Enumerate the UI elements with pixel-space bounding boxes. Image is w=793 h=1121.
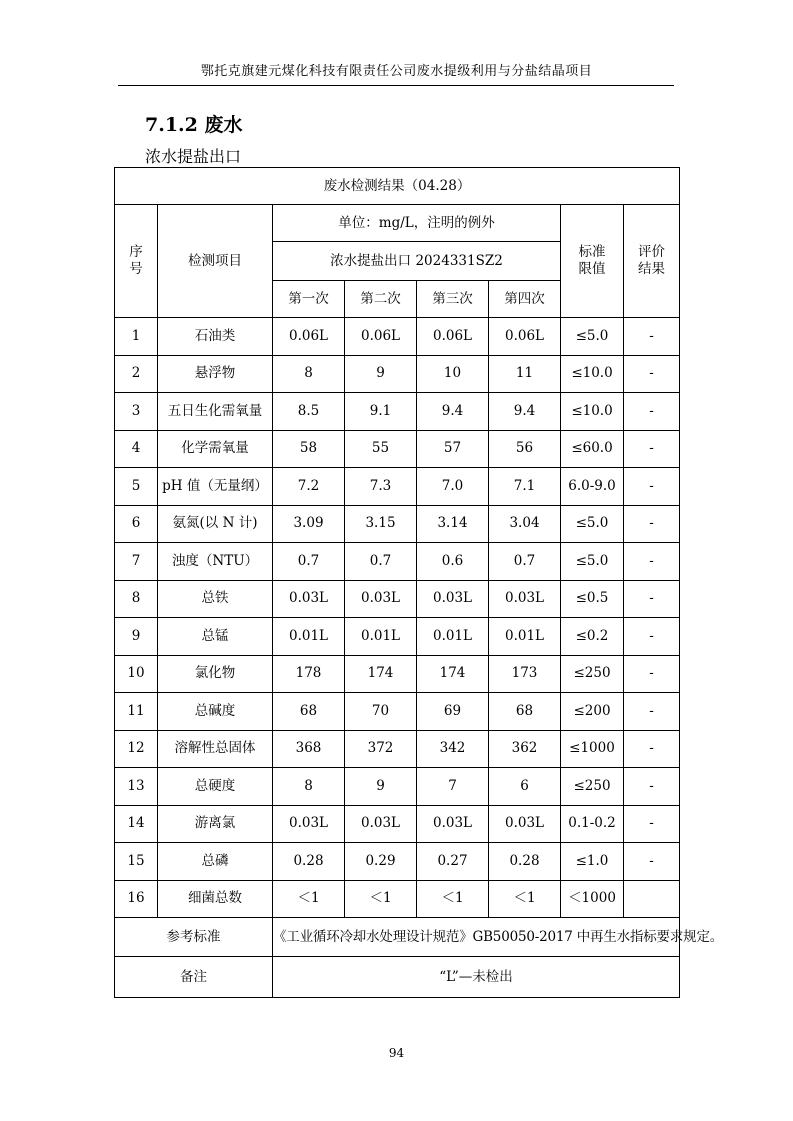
row-value-run-4: 0.01L [489, 618, 561, 656]
row-value-run-1: 68 [273, 693, 345, 731]
row-limit: ≤250 [561, 655, 624, 693]
row-value-run-4: 0.03L [489, 580, 561, 618]
row-value-run-1: 0.03L [273, 805, 345, 843]
row-value-run-4: 68 [489, 693, 561, 731]
row-value-run-4: 56 [489, 430, 561, 468]
row-value-run-1: 8 [273, 768, 345, 806]
row-limit: ＜1000 [561, 880, 624, 918]
row-number: 5 [115, 468, 158, 506]
row-limit: ≤5.0 [561, 543, 624, 581]
row-value-run-4: 0.06L [489, 318, 561, 356]
col-header-run-4: 第四次 [489, 281, 561, 318]
section-heading: 7.1.2 废水 [145, 114, 243, 136]
row-value-run-2: 9 [345, 355, 417, 393]
row-number: 15 [115, 843, 158, 881]
row-item: 细菌总数 [158, 880, 273, 918]
row-value-run-2: 70 [345, 693, 417, 731]
row-number: 2 [115, 355, 158, 393]
table-row [115, 843, 680, 881]
col-header-seq: 序 号 [115, 205, 158, 318]
table-title: 废水检测结果（04.28） [115, 168, 680, 205]
row-number: 16 [115, 880, 158, 918]
table-row [115, 880, 680, 918]
row-limit: ≤5.0 [561, 505, 624, 543]
row-value-run-3: 0.06L [417, 318, 489, 356]
row-value-run-3: 0.6 [417, 543, 489, 581]
sample-label: 浓水提盐出口 2024331SZ2 [273, 242, 561, 281]
row-value-run-3: 57 [417, 430, 489, 468]
row-item: 总铁 [158, 580, 273, 618]
row-eval: - [624, 505, 680, 543]
row-value-run-4: 6 [489, 768, 561, 806]
row-limit: 0.1-0.2 [561, 805, 624, 843]
row-item: 总锰 [158, 618, 273, 656]
row-value-run-4: 3.04 [489, 505, 561, 543]
row-eval: - [624, 693, 680, 731]
row-value-run-2: 7.3 [345, 468, 417, 506]
col-header-limit: 标准 限值 [561, 205, 624, 318]
row-item: 总硬度 [158, 768, 273, 806]
reference-label: 参考标准 [115, 918, 273, 957]
row-value-run-4: 11 [489, 355, 561, 393]
row-eval [624, 880, 680, 918]
row-value-run-4: 9.4 [489, 393, 561, 431]
row-number: 13 [115, 768, 158, 806]
row-value-run-4: 173 [489, 655, 561, 693]
row-item: 氯化物 [158, 655, 273, 693]
row-value-run-3: 9.4 [417, 393, 489, 431]
row-value-run-1: 0.06L [273, 318, 345, 356]
table-row [115, 805, 680, 843]
row-value-run-3: 10 [417, 355, 489, 393]
row-eval: - [624, 843, 680, 881]
row-eval: - [624, 468, 680, 506]
table-row [115, 318, 680, 356]
row-eval: - [624, 618, 680, 656]
table-row [115, 543, 680, 581]
unit-note: 单位：mg/L，注明的例外 [273, 205, 561, 242]
row-limit: ≤250 [561, 768, 624, 806]
table-row [115, 618, 680, 656]
row-value-run-2: 3.15 [345, 505, 417, 543]
row-value-run-1: 8.5 [273, 393, 345, 431]
row-limit: ≤0.5 [561, 580, 624, 618]
row-value-run-2: 0.01L [345, 618, 417, 656]
table-row [115, 655, 680, 693]
row-value-run-3: ＜1 [417, 880, 489, 918]
row-number: 11 [115, 693, 158, 731]
row-value-run-2: 174 [345, 655, 417, 693]
wastewater-results-table [114, 167, 724, 998]
col-header-item: 检测项目 [158, 205, 273, 318]
row-item: 总磷 [158, 843, 273, 881]
row-value-run-2: 0.06L [345, 318, 417, 356]
col-header-eval: 评价 结果 [624, 205, 680, 318]
row-value-run-2: 0.29 [345, 843, 417, 881]
row-value-run-3: 7.0 [417, 468, 489, 506]
row-value-run-4: 362 [489, 730, 561, 768]
row-value-run-4: 0.28 [489, 843, 561, 881]
row-value-run-1: 368 [273, 730, 345, 768]
col-header-run-1: 第一次 [273, 281, 345, 318]
table-row [115, 393, 680, 431]
row-eval: - [624, 393, 680, 431]
row-value-run-4: 0.03L [489, 805, 561, 843]
row-number: 12 [115, 730, 158, 768]
table-row [115, 730, 680, 768]
row-item: 游离氯 [158, 805, 273, 843]
row-eval: - [624, 655, 680, 693]
row-limit: ≤60.0 [561, 430, 624, 468]
row-limit: ≤1.0 [561, 843, 624, 881]
col-header-run-2: 第二次 [345, 281, 417, 318]
note-label: 备注 [115, 957, 273, 998]
row-number: 9 [115, 618, 158, 656]
row-number: 8 [115, 580, 158, 618]
row-value-run-3: 69 [417, 693, 489, 731]
table-row [115, 693, 680, 731]
row-value-run-2: 372 [345, 730, 417, 768]
row-eval: - [624, 543, 680, 581]
table-row [115, 430, 680, 468]
row-limit: ≤1000 [561, 730, 624, 768]
row-value-run-1: 8 [273, 355, 345, 393]
row-number: 4 [115, 430, 158, 468]
row-limit: 6.0-9.0 [561, 468, 624, 506]
table-row [115, 768, 680, 806]
row-value-run-1: ＜1 [273, 880, 345, 918]
row-value-run-2: 0.7 [345, 543, 417, 581]
row-value-run-2: 55 [345, 430, 417, 468]
row-value-run-3: 174 [417, 655, 489, 693]
row-limit: ≤200 [561, 693, 624, 731]
row-limit: ≤10.0 [561, 393, 624, 431]
table-row [115, 580, 680, 618]
row-limit: ≤5.0 [561, 318, 624, 356]
row-value-run-2: 0.03L [345, 805, 417, 843]
row-eval: - [624, 768, 680, 806]
row-item: pH 值（无量纲） [158, 468, 273, 506]
row-value-run-1: 0.28 [273, 843, 345, 881]
row-value-run-2: ＜1 [345, 880, 417, 918]
row-eval: - [624, 730, 680, 768]
row-limit: ≤0.2 [561, 618, 624, 656]
row-value-run-2: 0.03L [345, 580, 417, 618]
row-number: 6 [115, 505, 158, 543]
row-item: 溶解性总固体 [158, 730, 273, 768]
row-eval: - [624, 318, 680, 356]
row-value-run-1: 178 [273, 655, 345, 693]
row-value-run-3: 342 [417, 730, 489, 768]
row-number: 7 [115, 543, 158, 581]
page-header: 鄂托克旗建元煤化科技有限责任公司废水提级利用与分盐结晶项目 [200, 64, 593, 79]
row-value-run-3: 0.03L [417, 580, 489, 618]
row-value-run-1: 0.01L [273, 618, 345, 656]
row-item: 化学需氧量 [158, 430, 273, 468]
row-eval: - [624, 430, 680, 468]
row-item: 浊度（NTU） [158, 543, 273, 581]
row-value-run-1: 58 [273, 430, 345, 468]
row-item: 总碱度 [158, 693, 273, 731]
section-subheading: 浓水提盐出口 [145, 147, 242, 166]
row-eval: - [624, 805, 680, 843]
row-value-run-3: 3.14 [417, 505, 489, 543]
row-value-run-4: 7.1 [489, 468, 561, 506]
row-value-run-1: 0.7 [273, 543, 345, 581]
row-value-run-3: 0.27 [417, 843, 489, 881]
note-text: “L”—未检出 [273, 957, 680, 998]
table-row [115, 355, 680, 393]
header-rule [118, 85, 674, 86]
row-limit: ≤10.0 [561, 355, 624, 393]
table-row [115, 468, 680, 506]
table-row [115, 505, 680, 543]
row-eval: - [624, 580, 680, 618]
row-number: 10 [115, 655, 158, 693]
row-eval: - [624, 355, 680, 393]
row-item: 悬浮物 [158, 355, 273, 393]
row-value-run-1: 3.09 [273, 505, 345, 543]
row-value-run-2: 9.1 [345, 393, 417, 431]
row-number: 3 [115, 393, 158, 431]
reference-text: 《工业循环冷却水处理设计规范》GB50050-2017 中再生水指标要求规定。 [273, 918, 680, 957]
row-value-run-1: 7.2 [273, 468, 345, 506]
row-value-run-1: 0.03L [273, 580, 345, 618]
row-number: 14 [115, 805, 158, 843]
row-value-run-2: 9 [345, 768, 417, 806]
row-value-run-4: 0.7 [489, 543, 561, 581]
page-number: 94 [388, 1046, 405, 1060]
row-value-run-3: 0.01L [417, 618, 489, 656]
col-header-run-3: 第三次 [417, 281, 489, 318]
row-number: 1 [115, 318, 158, 356]
row-value-run-3: 0.03L [417, 805, 489, 843]
row-item: 五日生化需氧量 [158, 393, 273, 431]
row-value-run-4: ＜1 [489, 880, 561, 918]
row-item: 氨氮(以 N 计) [158, 505, 273, 543]
row-value-run-3: 7 [417, 768, 489, 806]
row-item: 石油类 [158, 318, 273, 356]
